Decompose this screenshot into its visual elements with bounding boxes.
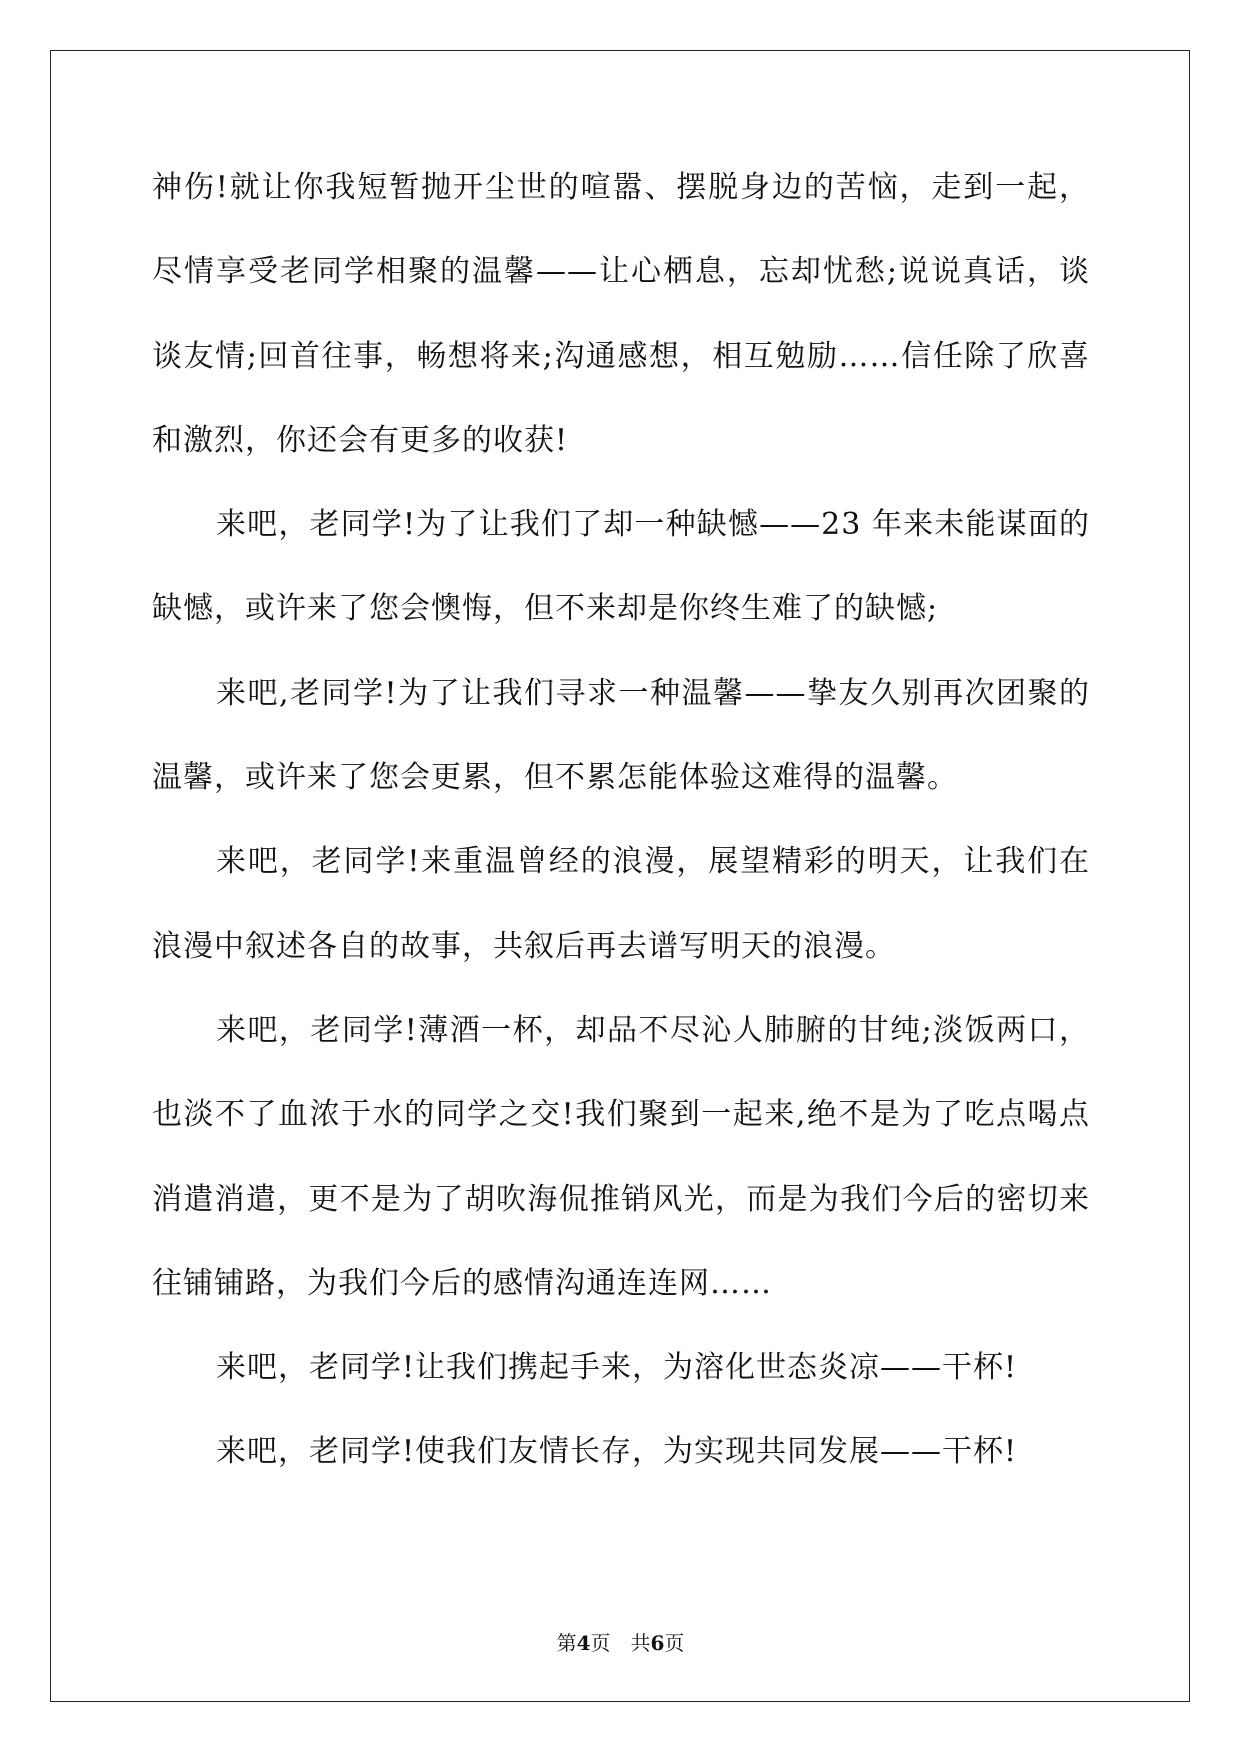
paragraph: 来吧，老同学!为了让我们了却一种缺憾——23 年来未能谋面的缺憾，或许来了您会懊悔，但不来却是你终生难了的缺憾; xyxy=(152,507,1090,627)
total-suffix: 页 xyxy=(664,1631,685,1655)
total-pages: 6 xyxy=(650,1631,665,1655)
page-suffix: 页 xyxy=(590,1631,611,1655)
document-body xyxy=(152,146,1090,1495)
paragraph: 来吧，老同学!使我们友情长存，为实现共同发展——干杯! xyxy=(216,1434,1018,1470)
page-number: 4 xyxy=(576,1631,591,1655)
page-prefix: 第 xyxy=(556,1631,577,1655)
paragraph: 神伤!就让你我短暂抛开尘世的喧嚣、摆脱身边的苦恼，走到一起，尽情享受老同学相聚的温馨——让心栖息，忘却忧愁;说说真话，谈谈友情;回首往事，畅想将来;沟通感想，相互勉励……信任除了欣喜和激烈，你还会有更多的收获! xyxy=(152,170,1090,458)
page-footer xyxy=(0,1627,1241,1656)
total-prefix: 共 xyxy=(630,1631,651,1655)
paragraph: 来吧，老同学!让我们携起手来，为溶化世态炎凉——干杯! xyxy=(216,1350,1018,1386)
paragraph: 来吧，老同学!薄酒一杯，却品不尽沁人肺腑的甘纯;淡饭两口，也淡不了血浓于水的同学之交!我们聚到一起来,绝不是为了吃点喝点消遣消遣，更不是为了胡吹海侃推销风光，而是为我们今后的密切来往铺铺路，为我们今后的感情沟通连连网…… xyxy=(152,1012,1090,1301)
paragraph: 来吧,老同学!为了让我们寻求一种温馨——挚友久别再次团聚的温馨，或许来了您会更累，但不累怎能体验这难得的温馨。 xyxy=(152,675,1090,796)
paragraph: 来吧，老同学!来重温曾经的浪漫，展望精彩的明天，让我们在浪漫中叙述各自的故事，共叙后再去谱写明天的浪漫。 xyxy=(152,844,1090,964)
